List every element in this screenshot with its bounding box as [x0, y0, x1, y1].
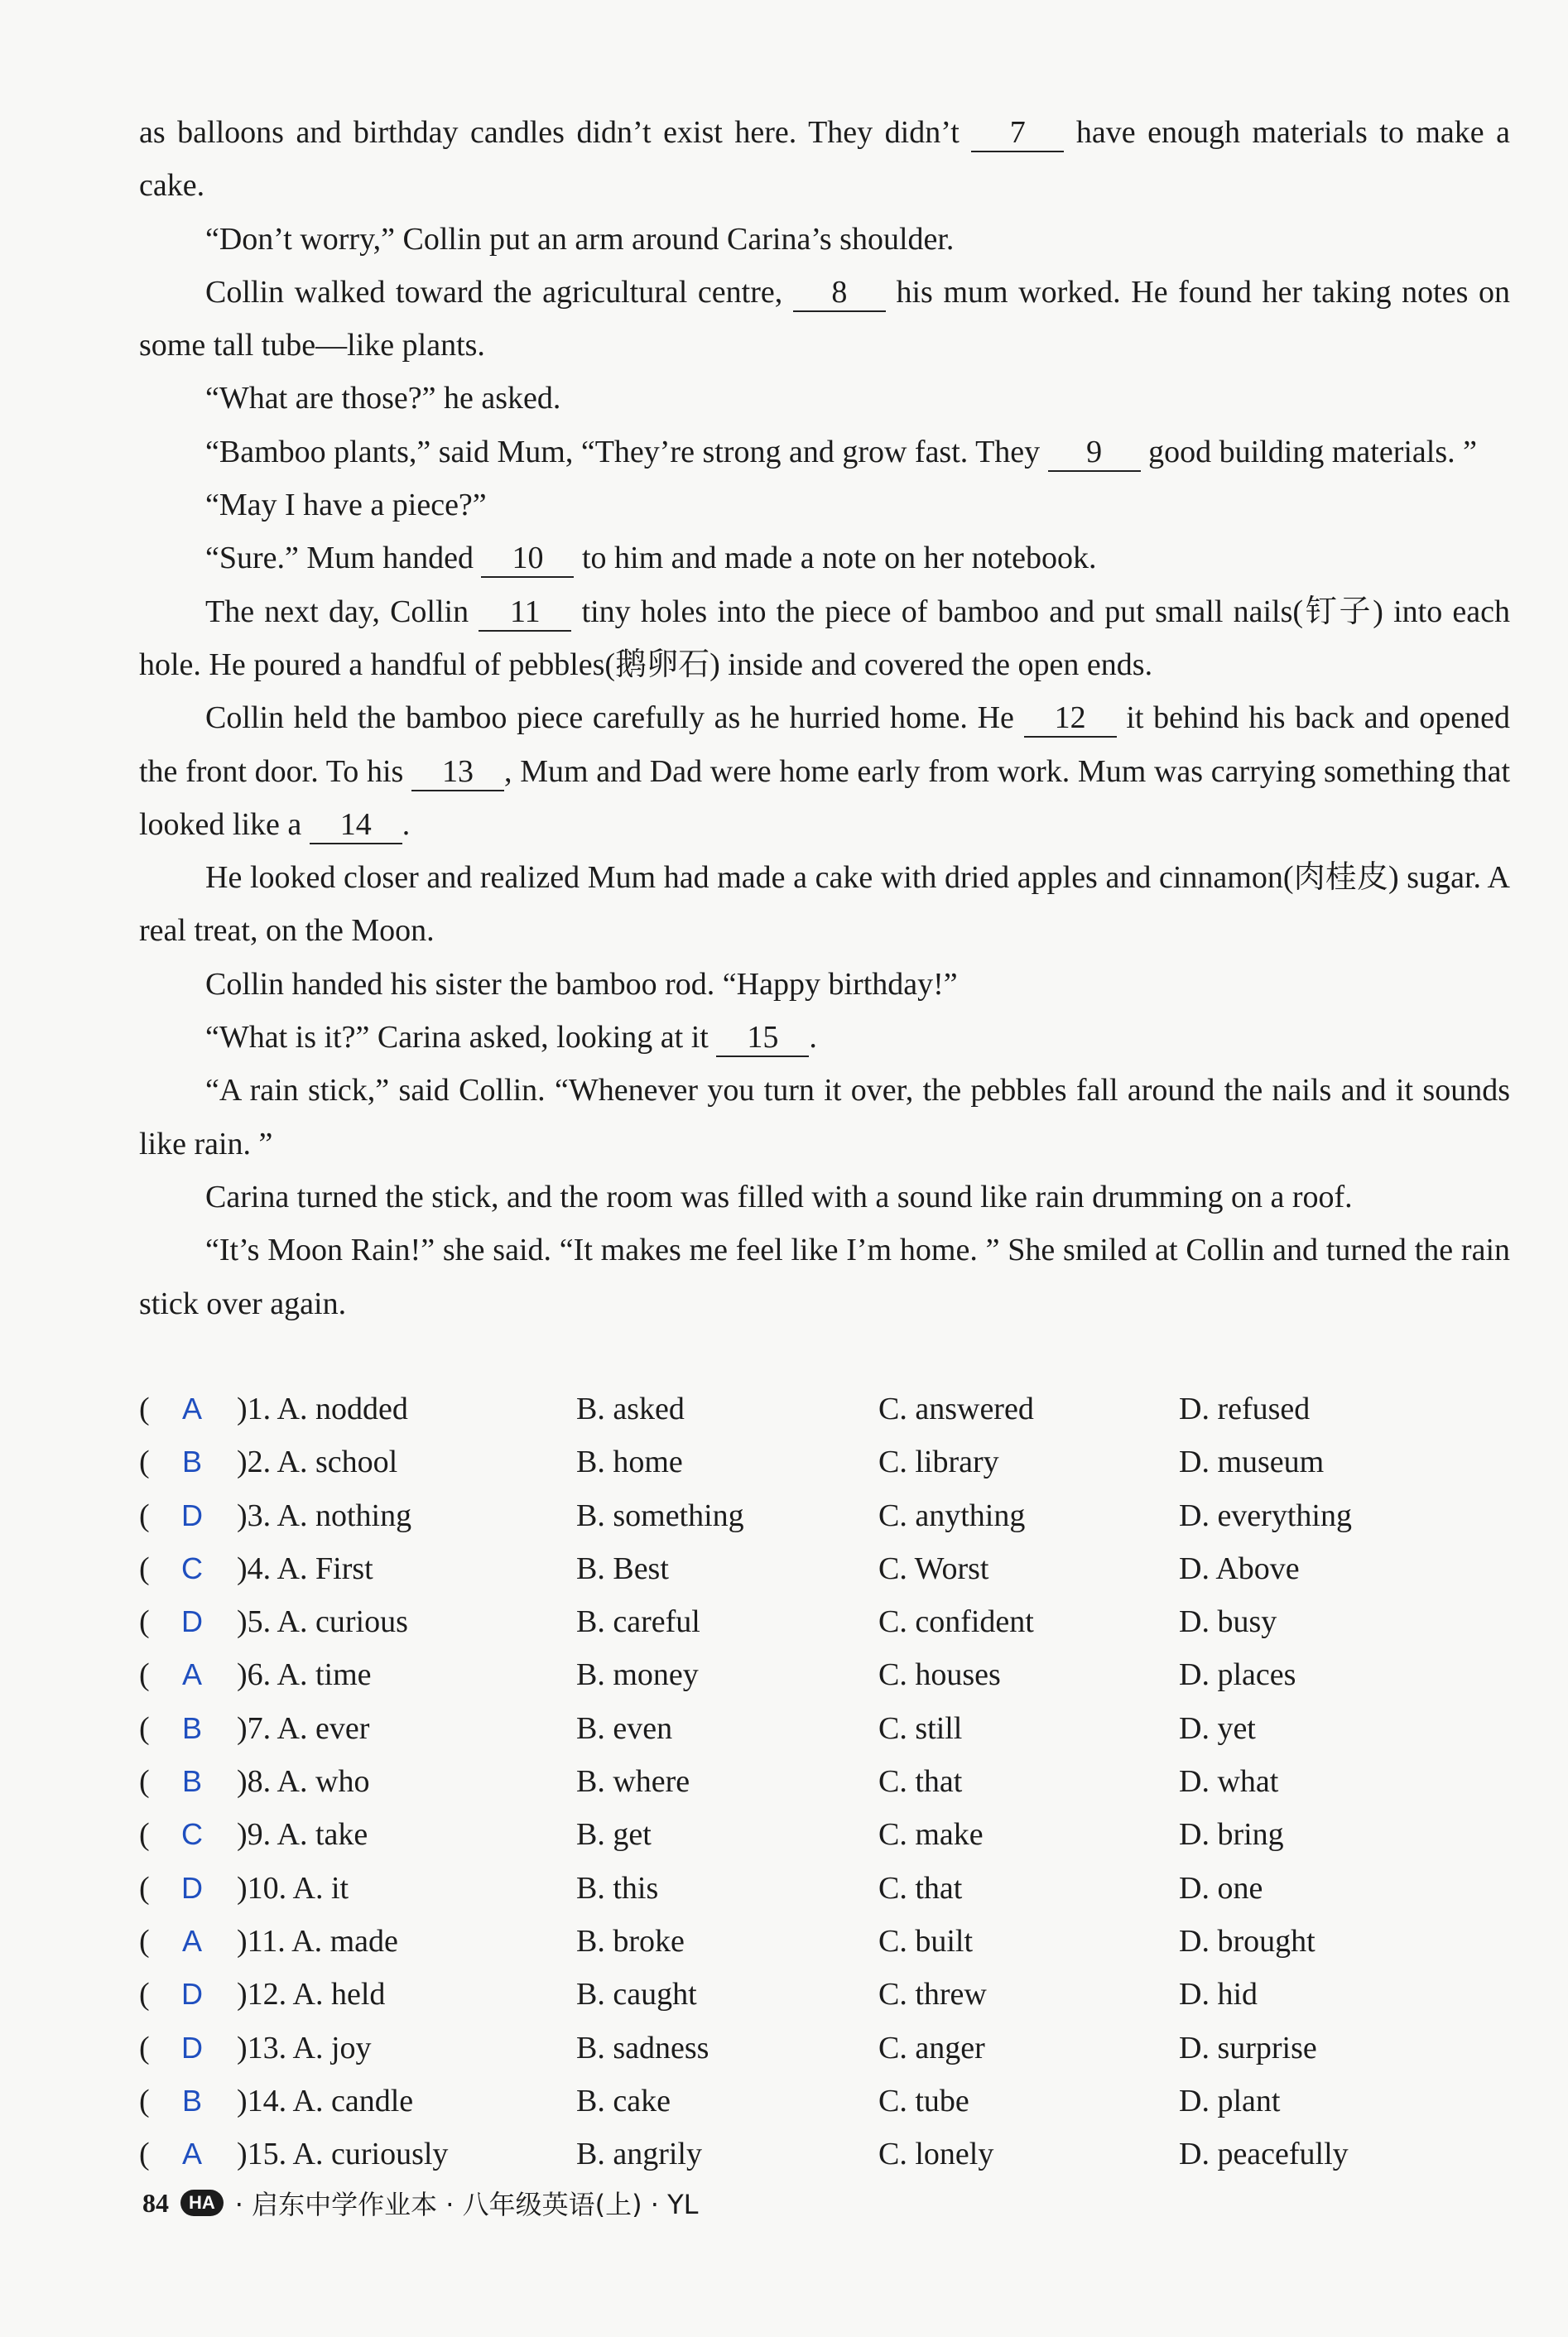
book-title: · 启东中学作业本 · 八年级英语(上) · YL [234, 2189, 699, 2220]
option-c: C. threw [878, 1977, 987, 2012]
paragraph-13: “A rain stick,” said Collin. “Whenever you turn it over, the pebbles fall around the nails and it sounds like rain. ” [139, 1073, 1510, 1161]
answer-mark: D [181, 1870, 203, 1905]
option-c: C. Worst [878, 1551, 989, 1586]
blank-14: 14 [310, 806, 402, 844]
option-d: D. places [1179, 1657, 1296, 1693]
answer-mark: B [181, 1445, 202, 1479]
paragraph-4: “What are those?” he asked. [205, 381, 561, 416]
option-a: )11. A. made [237, 1923, 398, 1959]
option-b: B. something [576, 1498, 744, 1533]
option-d: D. Above [1179, 1551, 1300, 1586]
blank-12: 12 [1024, 700, 1117, 738]
question-row: ( B )7. A. ever B. even C. still D. yet [139, 1702, 1510, 1755]
publisher-badge: HA [180, 2190, 224, 2216]
blank-7: 7 [971, 114, 1064, 152]
option-a: )15. A. curiously [237, 2137, 449, 2172]
option-d: D. surprise [1179, 2030, 1317, 2065]
option-d: D. bring [1179, 1817, 1284, 1853]
option-c: C. library [878, 1445, 999, 1480]
option-a: )1. A. nodded [237, 1392, 408, 1426]
answer-mark: B [181, 1764, 202, 1799]
paragraph-8: The next day, Collin 11 tiny holes into the piece of bamboo and put small nails(钉子) into each hole. He poured a handful of pebbles(鹅卵石) inside and covered the open ends. [139, 594, 1511, 682]
option-b: B. caught [576, 1977, 697, 2012]
question-row: ( D )3. A. nothing B. something C. anything D. everything [139, 1489, 1510, 1542]
option-a: )8. A. who [237, 1764, 370, 1800]
question-row: ( A )1. A. nodded B. asked C. answered D. refused [139, 1382, 1510, 1435]
blank-8: 8 [793, 274, 886, 312]
question-row: ( B )14. A. candle B. cake C. tube D. plant [139, 2075, 1510, 2128]
option-b: B. Best [576, 1551, 669, 1586]
option-b: B. asked [576, 1392, 685, 1426]
option-b: B. careful [576, 1604, 700, 1640]
question-row: ( A )15. A. curiously B. angrily C. lonely D. peacefully [139, 2128, 1510, 2181]
option-b: B. angrily [576, 2137, 702, 2172]
option-c: C. anger [878, 2030, 985, 2065]
option-a: )10. A. it [237, 1870, 349, 1906]
answer-mark: A [181, 2137, 202, 2171]
answer-mark: A [181, 1657, 202, 1692]
option-c: C. houses [878, 1657, 1001, 1693]
question-list [139, 1382, 1510, 2181]
paragraph-1: as balloons and birthday candles didn’t exist here. They didn’t 7 have enough materials to make a cake. [139, 115, 1511, 204]
option-b: B. get [576, 1817, 652, 1853]
answer-mark: D [181, 1604, 203, 1639]
option-b: B. money [576, 1657, 699, 1693]
option-c: C. confident [878, 1604, 1034, 1640]
answer-mark: B [181, 2083, 202, 2118]
page-number: 84 [142, 2187, 169, 2218]
page-footer [142, 2182, 699, 2224]
question-row: ( B )2. A. school B. home C. library D. museum [139, 1435, 1510, 1488]
option-c: C. lonely [878, 2137, 994, 2172]
option-c: C. anything [878, 1498, 1026, 1533]
answer-mark: B [181, 1710, 202, 1745]
option-c: C. built [878, 1923, 974, 1959]
option-a: )12. A. held [237, 1977, 386, 2012]
question-row: ( D )5. A. curious B. careful C. confident D. busy [139, 1595, 1510, 1648]
paragraph-11: Collin handed his sister the bamboo rod. “Happy birthday!” [205, 966, 958, 1002]
option-d: D. yet [1179, 1710, 1256, 1746]
option-a: )7. A. ever [237, 1710, 370, 1746]
blank-10: 10 [481, 540, 574, 578]
option-b: B. cake [576, 2083, 671, 2118]
answer-mark: D [181, 2030, 203, 2065]
option-a: )14. A. candle [237, 2083, 414, 2118]
option-a: )4. A. First [237, 1551, 373, 1586]
option-a: )5. A. curious [237, 1604, 408, 1640]
paragraph-12: “What is it?” Carina asked, looking at it 15 . [139, 1011, 1510, 1064]
option-a: )6. A. time [237, 1657, 372, 1693]
option-d: D. hid [1179, 1977, 1258, 2012]
paragraph-15: “It’s Moon Rain!” she said. “It makes me feel like I’m home. ” She smiled at Collin and turned the rain stick over again. [139, 1233, 1510, 1321]
answer-mark: C [181, 1551, 203, 1585]
option-b: B. home [576, 1445, 683, 1480]
question-row: ( C )9. A. take B. get C. make D. bring [139, 1808, 1510, 1861]
answer-mark: C [181, 1817, 203, 1852]
blank-11: 11 [479, 594, 571, 632]
paragraph-2: “Don’t worry,” Collin put an arm around Carina’s shoulder. [205, 221, 955, 257]
option-b: B. sadness [576, 2030, 709, 2065]
paragraph-6: “May I have a piece?” [205, 488, 487, 523]
paragraph-14: Carina turned the stick, and the room was filled with a sound like rain drumming on a roof. [205, 1179, 1353, 1214]
paragraph-9: Collin held the bamboo piece carefully as he hurried home. He 12 it behind his back and opened the front door. To his 13 , Mum and Dad were home early from work. Mum was carrying something that looked like a 14 . [139, 691, 1510, 851]
blank-9: 9 [1048, 434, 1141, 472]
option-c: C. answered [878, 1392, 1034, 1426]
option-c: C. still [878, 1710, 963, 1746]
cloze-passage [139, 106, 1510, 1330]
option-d: D. brought [1179, 1923, 1315, 1959]
option-d: D. everything [1179, 1498, 1352, 1533]
question-row: ( D )12. A. held B. caught C. threw D. hid [139, 1968, 1510, 2021]
option-b: B. this [576, 1870, 659, 1906]
question-row: ( C )4. A. First B. Best C. Worst D. Above [139, 1542, 1510, 1595]
paragraph-3: Collin walked toward the agricultural centre, 8 his mum worked. He found her taking notes on some tall tube—like plants. [139, 274, 1511, 363]
paragraph-5: “Bamboo plants,” said Mum, “They’re strong and grow fast. They 9 good building materials. ” [139, 426, 1510, 478]
question-row: ( B )8. A. who B. where C. that D. what [139, 1755, 1510, 1808]
question-row: ( D )13. A. joy B. sadness C. anger D. surprise [139, 2022, 1510, 2075]
option-d: D. refused [1179, 1392, 1311, 1426]
option-a: )13. A. joy [237, 2030, 372, 2065]
option-d: D. busy [1179, 1604, 1277, 1640]
paragraph-7: “Sure.” Mum handed 10 to him and made a note on her notebook. [139, 531, 1510, 584]
option-b: B. broke [576, 1923, 685, 1959]
answer-mark: A [181, 1392, 202, 1426]
paragraph-10: He looked closer and realized Mum had made a cake with dried apples and cinnamon(肉桂皮) sugar. A real treat, on the Moon. [139, 860, 1510, 949]
option-c: C. make [878, 1817, 984, 1853]
option-a: )3. A. nothing [237, 1498, 412, 1533]
option-d: D. plant [1179, 2083, 1281, 2118]
answer-mark: D [181, 1977, 203, 2012]
option-d: D. one [1179, 1870, 1263, 1906]
answer-mark: A [181, 1923, 202, 1958]
option-d: D. peacefully [1179, 2137, 1349, 2172]
question-row: ( D )10. A. it B. this C. that D. one [139, 1862, 1510, 1915]
question-row: ( A )11. A. made B. broke C. built D. brought [139, 1915, 1510, 1968]
option-a: )9. A. take [237, 1817, 368, 1853]
option-c: C. that [878, 1764, 963, 1800]
blank-15: 15 [716, 1019, 809, 1057]
question-row: ( A )6. A. time B. money C. houses D. places [139, 1648, 1510, 1701]
option-a: )2. A. school [237, 1445, 398, 1480]
option-b: B. where [576, 1764, 690, 1800]
option-c: C. that [878, 1870, 963, 1906]
option-b: B. even [576, 1710, 673, 1746]
option-d: D. museum [1179, 1445, 1325, 1480]
option-d: D. what [1179, 1764, 1279, 1800]
option-c: C. tube [878, 2083, 969, 2118]
blank-13: 13 [411, 753, 504, 791]
answer-mark: D [181, 1498, 203, 1532]
